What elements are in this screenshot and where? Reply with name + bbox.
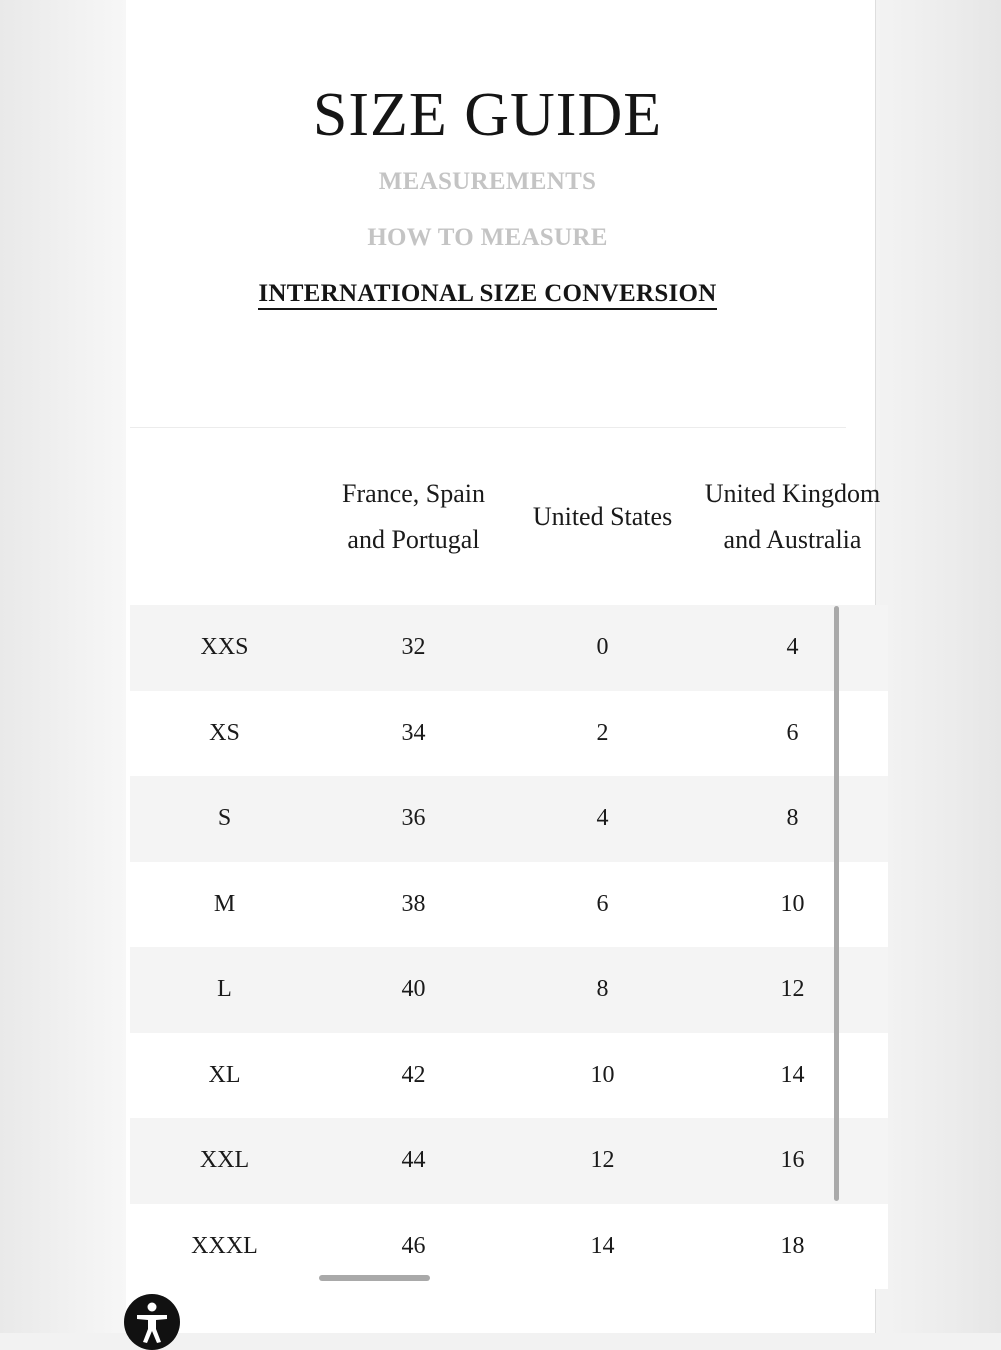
table-row: [130, 691, 888, 777]
page-background-left: [0, 0, 126, 1333]
accessibility-button[interactable]: [124, 1294, 180, 1350]
cell-uk: 16: [697, 1118, 888, 1204]
table-row: [130, 605, 888, 691]
table-row: [130, 947, 888, 1033]
tab-international-size-conversion[interactable]: [126, 280, 849, 308]
tab-how-to-measure[interactable]: [126, 224, 849, 252]
header-uk-australia: United Kingdom and Australia: [704, 478, 881, 554]
cell-us: 6: [508, 862, 697, 948]
cell-eu: 38: [319, 862, 508, 948]
cell-us: 12: [508, 1118, 697, 1204]
cell-eu: 46: [319, 1204, 508, 1290]
cell-eu: 32: [319, 605, 508, 691]
horizontal-scrollbar[interactable]: [319, 1275, 430, 1281]
header-france-spain-portugal: France, Spain and Portugal: [342, 478, 485, 554]
header-united-states: United States: [532, 501, 673, 531]
cell-size: XXL: [130, 1118, 319, 1204]
cell-us: 14: [508, 1204, 697, 1290]
table-row: [130, 862, 888, 948]
tab-measurements[interactable]: [126, 168, 849, 196]
cell-uk: 18: [697, 1204, 888, 1290]
cell-us: 10: [508, 1033, 697, 1119]
table-row: [130, 1204, 888, 1290]
cell-eu: 36: [319, 776, 508, 862]
cell-uk: 8: [697, 776, 888, 862]
table-row: [130, 1118, 888, 1204]
header-size: [130, 428, 319, 605]
cell-uk: 6: [697, 691, 888, 777]
cell-uk: 14: [697, 1033, 888, 1119]
table-row: [130, 776, 888, 862]
cell-size: XXS: [130, 605, 319, 691]
cell-uk: 12: [697, 947, 888, 1033]
vertical-scrollbar[interactable]: [834, 606, 839, 1201]
page-title: SIZE GUIDE: [312, 80, 663, 149]
page-background-right: [875, 0, 1001, 1333]
cell-eu: 42: [319, 1033, 508, 1119]
cell-size: XXXL: [130, 1204, 319, 1290]
cell-size: M: [130, 862, 319, 948]
cell-size: S: [130, 776, 319, 862]
cell-size: L: [130, 947, 319, 1033]
cell-eu: 44: [319, 1118, 508, 1204]
tab-international-size-conversion-label[interactable]: INTERNATIONAL SIZE CONVERSION: [258, 280, 716, 310]
tab-measurements-label[interactable]: MEASUREMENTS: [378, 168, 597, 195]
cell-us: 2: [508, 691, 697, 777]
cell-uk: 4: [697, 605, 888, 691]
size-conversion-table-scroll[interactable]: [130, 428, 881, 1333]
cell-uk: 10: [697, 862, 888, 948]
size-guide-panel: [126, 0, 881, 1333]
tab-how-to-measure-label[interactable]: HOW TO MEASURE: [367, 224, 608, 251]
table-header-row: [130, 428, 888, 605]
cell-eu: 34: [319, 691, 508, 777]
cell-size: XL: [130, 1033, 319, 1119]
cell-us: 4: [508, 776, 697, 862]
size-conversion-table: [130, 428, 888, 1289]
cell-us: 8: [508, 947, 697, 1033]
cell-eu: 40: [319, 947, 508, 1033]
table-row: [130, 1033, 888, 1119]
cell-us: 0: [508, 605, 697, 691]
cell-size: XS: [130, 691, 319, 777]
